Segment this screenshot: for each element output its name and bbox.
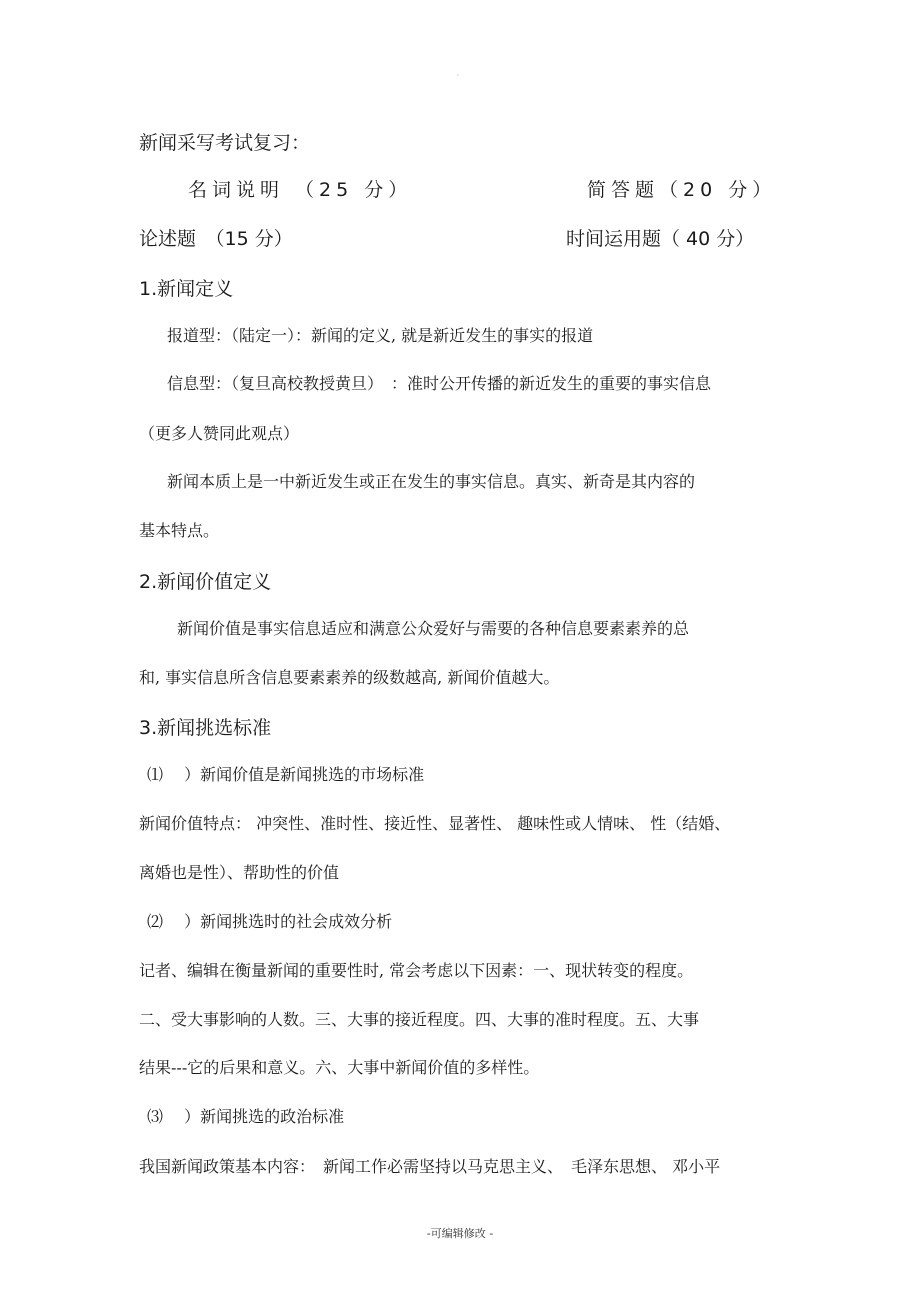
list-item: ⑴ ）新闻价值是新闻挑选的市场标准 [147,765,425,784]
exam-part-term: 名词说明 （25 分） [188,179,413,201]
section-heading-2: 2.新闻价值定义 [139,571,272,593]
paragraph: 我国新闻政策基本内容： 新闻工作必需坚持以马克思主义、 毛泽东思想、 邓小平 [139,1157,721,1176]
exam-part-practice: 时间运用题（ 40 分） [566,228,755,250]
paragraph: 报道型：（陆定一）：新闻的定义, 就是新近发生的事实的报道 [167,326,594,345]
header-mark: ◦ [456,72,460,79]
paragraph: 结果---它的后果和意义。六、大事中新闻价值的多样性。 [139,1058,540,1077]
paragraph: 新闻价值是事实信息适应和满意公众爱好与需要的各种信息要素素养的总 [177,619,690,638]
section-heading-1: 1.新闻定义 [139,278,234,300]
section-heading-3: 3.新闻挑选标准 [139,717,272,739]
exam-part-essay: 论述题 （15 分） [139,228,293,250]
paragraph: 和, 事实信息所含信息要素素养的级数越高, 新闻价值越大。 [139,668,560,687]
paragraph: 记者、编辑在衡量新闻的重要性时, 常会考虑以下因素：一、现状转变的程度。 [139,961,694,980]
paragraph: 新闻价值特点： 冲突性、准时性、接近性、显著性、 趣味性或人情味、 性（结婚、 [139,814,731,833]
exam-part-short: 简答题（20 分） [587,179,777,201]
paragraph: 新闻本质上是一中新近发生或正在发生的事实信息。真实、新奇是其内容的 [167,472,696,491]
paragraph: 二、受大事影响的人数。三、大事的接近程度。四、大事的准时程度。五、大事 [139,1010,700,1029]
page-footer: -可编辑修改 - [426,1227,494,1240]
paragraph: 离婚也是性）、帮助性的价值 [139,863,340,882]
paragraph: （更多人赞同此观点） [139,424,300,443]
document-title: 新闻采写考试复习： [139,132,311,154]
paragraph: 基本特点。 [139,521,220,540]
list-item: ⑶ ）新闻挑选的政治标准 [147,1107,345,1126]
list-item: ⑵ ）新闻挑选时的社会成效分析 [147,912,393,931]
paragraph: 信息型：（复旦高校教授黄旦） ：准时公开传播的新近发生的重要的事实信息 [167,374,712,393]
